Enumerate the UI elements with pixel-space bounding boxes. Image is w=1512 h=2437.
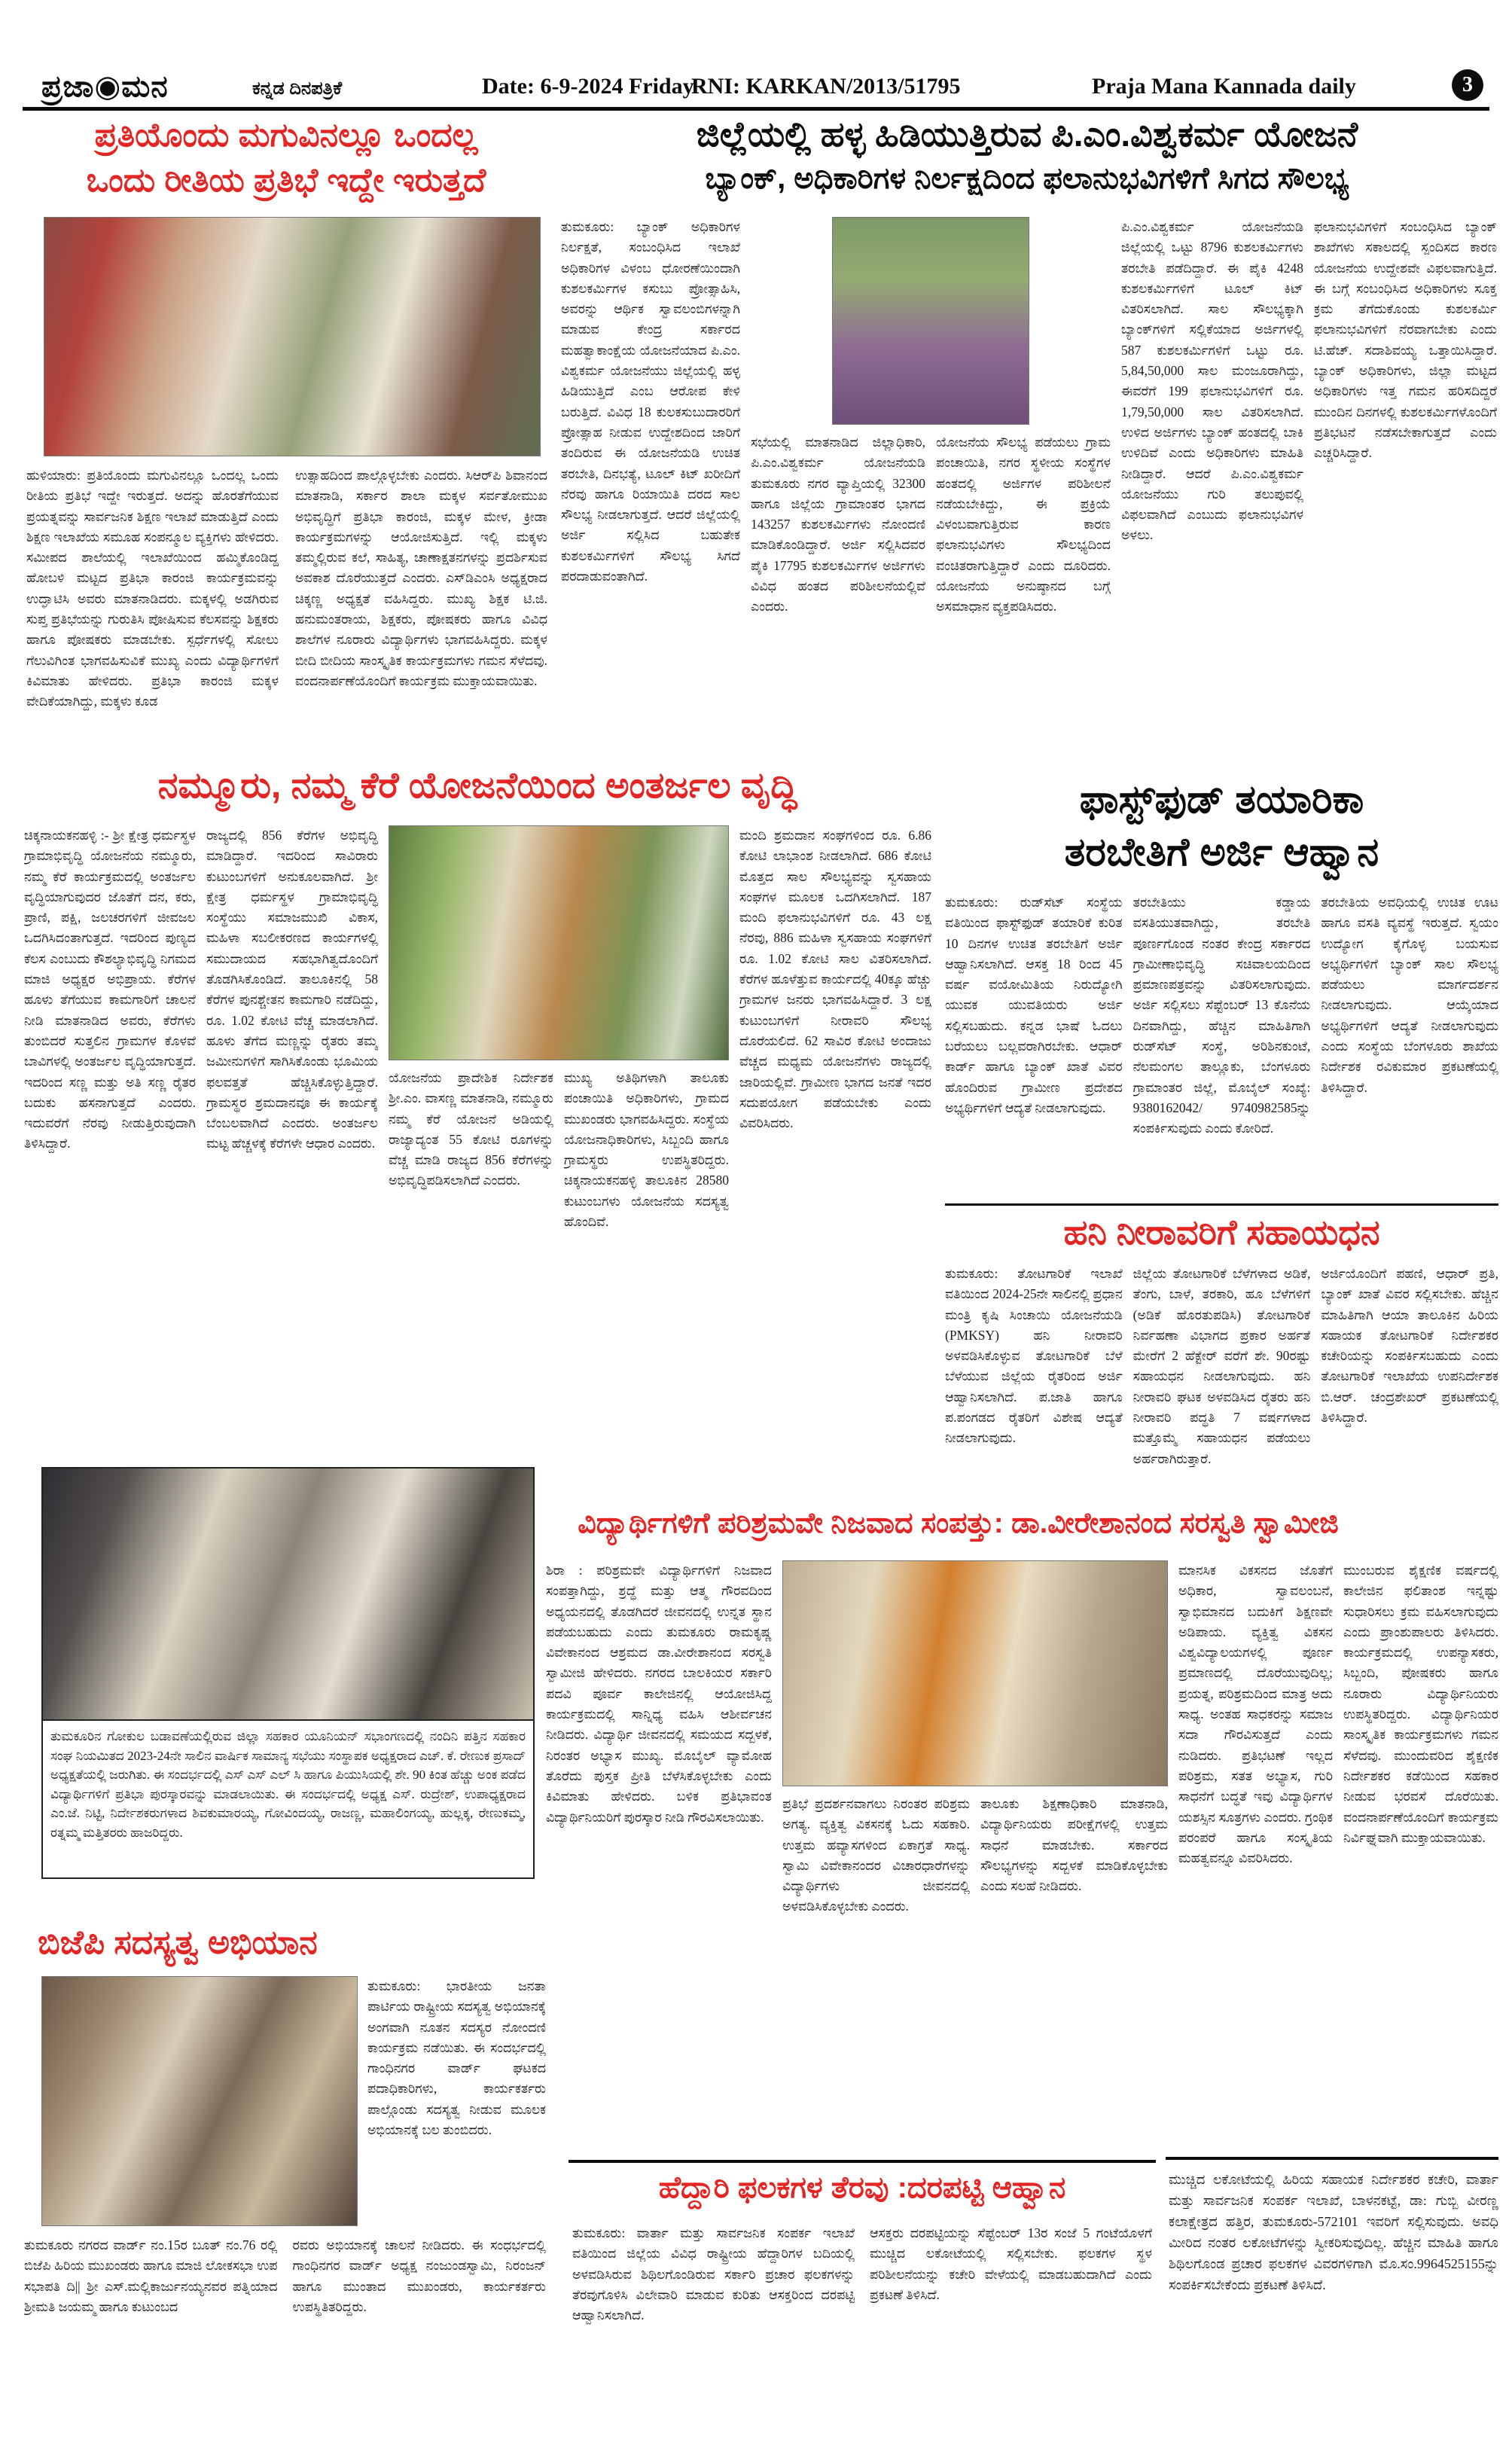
vishwakarma-body [561, 217, 1497, 749]
nandini-photo-caption-box [41, 1467, 535, 1879]
headline-students: ವಿದ್ಯಾರ್ಥಿಗಳಿಗೆ ಪರಿಶ್ರಮವೇ ನಿಜವಾದ ಸಂಪತ್ತು: ಡಾ.ವೀರೇಶಾನಂದ ಸರಸ್ವತಿ ಸ್ವಾಮೀಜಿ [578, 1508, 1339, 1539]
heddari-top-rule [569, 2160, 1156, 2163]
header-date: Date: 6-9-2024 Friday [482, 74, 694, 99]
kere-column-2: ರಾಜ್ಯದಲ್ಲಿ 856 ಕೆರೆಗಳ ಅಭಿವೃದ್ಧಿ ಮಾಡಿದ್ದಾರೆ. ಇದರಿಂದ ಸಾವಿರಾರು ಕುಟುಂಬಗಳಿಗೆ ಅನುಕೂಲವಾಗಿದೆ. ಶ್ರೀ ಕ್ಷೇತ್ರ ಧರ್ಮಸ್ಥಳ ಗ್ರಾಮಾಭಿವೃದ್ಧಿ ಸಂಸ್ಥೆಯು ಸಮಾಜಮುಖಿ ವಿಕಾಸ, ಮಹಿಳಾ ಸಬಲೀಕರಣದ ಕಾರ್ಯಗಳಲ್ಲಿ ಸಮುದಾಯದ ಸಹಭಾಗಿತ್ವದೊಂದಿಗೆ ತೊಡಗಿಸಿಕೊಂಡಿದೆ. ತಾಲೂಕಿನಲ್ಲಿ 58 ಕೆರೆಗಳ ಪುನಶ್ಚೇತನ ಕಾಮಗಾರಿ ನಡೆದಿದ್ದು, ರೂ. 1.02 ಕೋಟಿ ವೆಚ್ಚ ಮಾಡಲಾಗಿದೆ. ಹೂಳು ತೆಗೆದ ಮಣ್ಣನ್ನು ರೈತರು ತಮ್ಮ ಜಮೀನುಗಳಿಗೆ ಸಾಗಿಸಿಕೊಂಡು ಭೂಮಿಯ ಫಲವತ್ತತೆ ಹೆಚ್ಚಿಸಿಕೊಳ್ಳುತ್ತಿದ್ದಾರೆ. ಗ್ರಾಮಸ್ಥರ ಶ್ರಮದಾನವೂ ಈ ಕಾರ್ಯಕ್ಕೆ ಬೆಂಬಲವಾಗಿದೆ ಎಂದರು. ಅಂತರ್ಜಲ ಮಟ್ಟ ಹೆಚ್ಚಳಕ್ಕೆ ಕೆರೆಗಳೇ ಆಧಾರ ಎಂದರು. [206, 828, 378, 1151]
tender-note: ಮುಚ್ಚಿದ ಲಕೋಟೆಯಲ್ಲಿ ಹಿರಿಯ ಸಹಾಯಕ ನಿರ್ದೇಶಕರ ಕಚೇರಿ, ವಾರ್ತಾ ಮತ್ತು ಸಾರ್ವಜನಿಕ ಸಂಪರ್ಕ ಇಲಾಖೆ, ಬಾಳನಕಟ್ಟೆ, ಡಾ: ಗುಬ್ಬಿ ವೀರಣ್ಣ ಕಲಾಕ್ಷೇತ್ರದ ಹತ್ತಿರ, ತುಮಕೂರು-572101 ಇವರಿಗೆ ಸಲ್ಲಿಸುವುದು. ಅವಧಿ ಮೀರಿದ ನಂತರ ಲಕೋಟೆಗಳನ್ನು ಸ್ವೀಕರಿಸುವುದಿಲ್ಲ. ಹೆಚ್ಚಿನ ಮಾಹಿತಿ ಹಾಗೂ ಶಿಥಿಲಗೊಂಡ ಪ್ರಚಾರ ಫಲಕಗಳ ವಿವರಗಳಿಗಾಗಿ ಮೊ.ಸಂ.9964525155ನ್ನು ಸಂಪರ್ಕಿಸಬೇಕೆಂದು ಪ್ರಕಟಣೆ ತಿಳಿಸಿದೆ. [1169, 2172, 1498, 2293]
hani-column-2: ಜಿಲ್ಲೆಯ ತೋಟಗಾರಿಕೆ ಬೆಳೆಗಳಾದ ಅಡಿಕೆ, ತೆಂಗು, ಬಾಳೆ, ತರಕಾರಿ, ಹೂ ಬೆಳೆಗಳಿಗೆ (ಅಡಿಕೆ ಹೊರತುಪಡಿಸಿ) ತೋಟಗಾರಿಕೆ ನಿರ್ವಹಣಾ ವಿಭಾಗದ ಪ್ರಕಾರ ಅರ್ಹತೆ ಮೇರೆಗೆ 2 ಹೆಕ್ಟೇರ್ ವರೆಗೆ ಶೇ. 90ರಷ್ಟು ಸಹಾಯಧನ ನೀಡಲಾಗುವುದು. ಹನಿ ನೀರಾವರಿ ಘಟಕ ಅಳವಡಿಸಿದ ರೈತರು ಹನಿ ನೀರಾವರಿ ಪದ್ಧತಿ 7 ವರ್ಷಗಳಾದ ಮತ್ತೊಮ್ಮೆ ಸಹಾಯಧನ ಪಡೆಯಲು ಅರ್ಹರಾಗಿರುತ್ತಾರೆ. [1132, 1266, 1311, 1466]
hani-body [945, 1264, 1498, 1497]
headline-hani: ಹನಿ ನೀರಾವರಿಗೆ ಸಹಾಯಧನ [1063, 1212, 1380, 1252]
kere-column-3: ಯೋಜನೆಯ ಪ್ರಾದೇಶಿಕ ನಿರ್ದೇಶಕ ಶ್ರೀ.ಎಂ. ವಾಸಣ್ಣ ಮಾತನಾಡಿ, ನಮ್ಮೂರು ನಮ್ಮ ಕೆರೆ ಯೋಜನೆ ಅಡಿಯಲ್ಲಿ ರಾಜ್ಯಾದ್ಯಂತ 55 ಕೋಟಿ ರೂಗಳನ್ನು ವೆಚ್ಚ ಮಾಡಿ ರಾಜ್ಯದ 856 ಕೆರೆಗಳನ್ನು ಅಭಿವೃದ್ಧಿಪಡಿಸಲಾಗಿದೆ ಎಂದರು. [389, 1070, 553, 1188]
headline-pratibha-line2: ಒಂದು ರೀತಿಯ ಪ್ರತಿಭೆ ಇದ್ದೇ ಇರುತ್ತದೆ [86, 162, 486, 199]
bjp-side-column: ತುಮಕೂರು: ಭಾರತೀಯ ಜನತಾ ಪಾರ್ಟಿಯ ರಾಷ್ಟ್ರೀಯ ಸದಸ್ಯತ್ವ ಅಭಿಯಾನಕ್ಕೆ ಅಂಗವಾಗಿ ನೂತನ ಸದಸ್ಯರ ನೋಂದಣಿ ಕಾರ್ಯಕ್ರಮ ನಡೆಯಿತು. ಈ ಸಂದರ್ಭದಲ್ಲಿ ಗಾಂಧಿನಗರ ವಾರ್ಡ್ ಘಟಕದ ಪದಾಧಿಕಾರಿಗಳು, ಕಾರ್ಯಕರ್ತರು ಪಾಲ್ಗೊಂಡು ಸದಸ್ಯತ್ವ ನೀಡುವ ಮೂಲಕ ಅಭಿಯಾನಕ್ಕೆ ಬಲ ತುಂಬಿದರು. [367, 1978, 546, 2138]
fastfood-column-3: ತರಬೇತಿಯ ಅವಧಿಯಲ್ಲಿ ಉಚಿತ ಊಟ ಹಾಗೂ ವಸತಿ ವ್ಯವಸ್ಥೆ ಇರುತ್ತದೆ. ಸ್ವಯಂ ಉದ್ಯೋಗ ಕೈಗೊಳ್ಳ ಬಯಸುವ ಅಭ್ಯರ್ಥಿಗಳಿಗೆ ಬ್ಯಾಂಕ್ ಸಾಲ ಸೌಲಭ್ಯ ಪಡೆಯಲು ಮಾರ್ಗದರ್ಶನ ನೀಡಲಾಗುವುದು. ಆಯ್ಕೆಯಾದ ಅಭ್ಯರ್ಥಿಗಳಿಗೆ ಆದ್ಯತೆ ನೀಡಲಾಗುವುದು ಎಂದು ಸಂಸ್ಥೆಯ ಬೆಂಗಳೂರು ಶಾಖೆಯ ನಿರ್ದೇಶಕ ರವಿಕುಮಾರ ಪ್ರಕಟಣೆಯಲ್ಲಿ ತಿಳಿಸಿದ್ದಾರೆ. [1321, 895, 1499, 1095]
header-rni: RNI: KARKAN/2013/51795 [691, 74, 961, 99]
fastfood-body [945, 892, 1498, 1197]
vishwakarma-column-1: ತುಮಕೂರು: ಬ್ಯಾಂಕ್ ಅಧಿಕಾರಿಗಳ ನಿರ್ಲಕ್ಷತೆ, ಸಂಬಂಧಿಸಿದ ಇಲಾಖೆ ಅಧಿಕಾರಿಗಳ ವಿಳಂಬ ಧೋರಣೆಯಿಂದಾಗಿ ಕುಶಲಕರ್ಮಿಗಳ ಕಸುಬು ಪ್ರೋತ್ಸಾಹಿಸಿ, ಅವರನ್ನು ಆರ್ಥಿಕ ಸ್ವಾವಲಂಬಿಗಳನ್ನಾಗಿ ಮಾಡುವ ಕೇಂದ್ರ ಸರ್ಕಾರದ ಮಹತ್ವಾಕಾಂಕ್ಷೆಯ ಯೋಜನೆಯಾದ ಪಿ.ಎಂ. ವಿಶ್ವಕರ್ಮ ಯೋಜನೆಯು ಜಿಲ್ಲೆಯಲ್ಲಿ ಹಳ್ಳ ಹಿಡಿಯುತ್ತಿದೆ ಎಂಬ ಆರೋಪ ಕೇಳಿ ಬರುತ್ತಿದೆ. ವಿವಿಧ 18 ಕುಲಕಸುಬುದಾರರಿಗೆ ಪ್ರೋತ್ಸಾಹ ನೀಡುವ ಉದ್ದೇಶದಿಂದ ಜಾರಿಗೆ ತಂದಿರುವ ಈ ಯೋಜನೆಯಡಿ ಉಚಿತ ತರಬೇತಿ, ದಿನಭತ್ಯೆ, ಟೂಲ್ ಕಿಟ್ ಖರೀದಿಗೆ ನೆರವು ಹಾಗೂ ರಿಯಾಯಿತಿ ದರದ ಸಾಲ ಸೌಲಭ್ಯ ನೀಡಲಾಗುತ್ತದೆ. ಆದರೆ ಜಿಲ್ಲೆಯಲ್ಲಿ ಅರ್ಜಿ ಸಲ್ಲಿಸಿದ ಬಹುತೇಕ ಕುಶಲಕರ್ಮಿಗಳಿಗೆ ಸೌಲಭ್ಯ ಸಿಗದೆ ಪರದಾಡುವಂತಾಗಿದೆ. [561, 219, 740, 584]
hani-column-1: ತುಮಕೂರು: ತೋಟಗಾರಿಕೆ ಇಲಾಖೆ ವತಿಯಿಂದ 2024-25ನೇ ಸಾಲಿನಲ್ಲಿ ಪ್ರಧಾನ ಮಂತ್ರಿ ಕೃಷಿ ಸಿಂಚಾಯಿ ಯೋಜನೆಯಡಿ (PMKSY) ಹನಿ ನೀರಾವರಿ ಅಳವಡಿಸಿಕೊಳ್ಳುವ ತೋಟಗಾರಿಕೆ ಬೆಳೆ ಬೆಳೆಯುವ ಜಿಲ್ಲೆಯ ರೈತರಿಂದ ಅರ್ಜಿ ಆಹ್ವಾನಿಸಲಾಗಿದೆ. ಪ.ಜಾತಿ ಹಾಗೂ ಪ.ಪಂಗಡದ ರೈತರಿಗೆ ವಿಶೇಷ ಆದ್ಯತೆ ನೀಡಲಾಗುವುದು. [945, 1266, 1123, 1446]
kere-event-photo [389, 825, 729, 1060]
masthead-subtitle: ಕನ್ನಡ ದಿನಪತ್ರಿಕೆ [252, 78, 343, 99]
pratibha-column-2: ಉತ್ಸಾಹದಿಂದ ಪಾಲ್ಗೊಳ್ಳಬೇಕು ಎಂದರು. ಸಿಆರ್‌ಪಿ ಶಿವಾನಂದ ಮಾತನಾಡಿ, ಸರ್ಕಾರ ಶಾಲಾ ಮಕ್ಕಳ ಸರ್ವತೋಮುಖ ಅಭಿವೃದ್ಧಿಗೆ ಪ್ರತಿಭಾ ಕಾರಂಜಿ, ಮಕ್ಕಳ ಮೇಳ, ಕ್ರೀಡಾ ಕಾರ್ಯಕ್ರಮಗಳನ್ನು ಆಯೋಜಿಸುತ್ತಿದೆ. ಇಲ್ಲಿ ಮಕ್ಕಳು ತಮ್ಮಲ್ಲಿರುವ ಕಲೆ, ಸಾಹಿತ್ಯ, ಚಾಣಾಕ್ಷತನಗಳನ್ನು ಪ್ರದರ್ಶಿಸುವ ಅವಕಾಶ ದೊರೆಯುತ್ತದೆ ಎಂದರು. ಎಸ್‌ಡಿಎಂಸಿ ಅಧ್ಯಕ್ಷರಾದ ಚಿಕ್ಕಣ್ಣ ಅಧ್ಯಕ್ಷತೆ ವಹಿಸಿದ್ದರು. ಮುಖ್ಯ ಶಿಕ್ಷಕ ಟಿ.ಜಿ. ಹನುಮಂತರಾಯ, ಶಿಕ್ಷಕರು, ಪೋಷಕರು ಹಾಗೂ ವಿವಿಧ ಶಾಲೆಗಳ ನೂರಾರು ವಿದ್ಯಾರ್ಥಿಗಳು ಭಾಗವಹಿಸಿದ್ದರು. ಮಕ್ಕಳ ಬೀದಿ ಬೀದಿಯ ಸಾಂಸ್ಕೃತಿಕ ಕಾರ್ಯಕ್ರಮಗಳು ಗಮನ ಸೆಳೆದವು. ವಂದನಾರ್ಪಣೆಯೊಂದಿಗೆ ಕಾರ್ಯಕ್ರಮ ಮುಕ್ತಾಯವಾಯಿತು. [295, 468, 547, 688]
vishwakarma-middle [751, 217, 1111, 749]
students-column-2: ಪ್ರತಿಭೆ ಪ್ರದರ್ಶನವಾಗಲು ನಿರಂತರ ಪರಿಶ್ರಮ ಅಗತ್ಯ. ವ್ಯಕ್ತಿತ್ವ ವಿಕಸನಕ್ಕೆ ಓದು ಸಹಕಾರಿ. ಉತ್ತಮ ಹವ್ಯಾಸಗಳಿಂದ ಏಕಾಗ್ರತೆ ಸಾಧ್ಯ. ಸ್ವಾಮಿ ವಿವೇಕಾನಂದರ ವಿಚಾರಧಾರೆಗಳನ್ನು ವಿದ್ಯಾರ್ಥಿಗಳು ಜೀವನದಲ್ಲಿ ಅಳವಡಿಸಿಕೊಳ್ಳಬೇಕು ಎಂದರು. [782, 1796, 970, 1914]
hani-column-3: ಅರ್ಜಿಯೊಂದಿಗೆ ಪಹಣಿ, ಆಧಾರ್ ಪ್ರತಿ, ಬ್ಯಾಂಕ್ ಖಾತೆ ವಿವರ ಸಲ್ಲಿಸಬೇಕು. ಹೆಚ್ಚಿನ ಮಾಹಿತಿಗಾಗಿ ಆಯಾ ತಾಲೂಕಿನ ಹಿರಿಯ ಸಹಾಯಕ ತೋಟಗಾರಿಕೆ ನಿರ್ದೇಶಕರ ಕಚೇರಿಯನ್ನು ಸಂಪರ್ಕಿಸಬಹುದು ಎಂದು ತೋಟಗಾರಿಕೆ ಇಲಾಖೆಯ ಉಪನಿರ್ದೇಶಕ ಬಿ.ಆರ್. ಚಂದ್ರಶೇಖರ್ ಪ್ರಕಟಣೆಯಲ್ಲಿ ತಿಳಿಸಿದ್ದಾರೆ. [1321, 1266, 1499, 1426]
header-rule [23, 107, 1489, 111]
kere-column-4: ಮುಖ್ಯ ಅತಿಥಿಗಳಾಗಿ ತಾಲೂಕು ಪಂಚಾಯಿತಿ ಅಧಿಕಾರಿಗಳು, ಗ್ರಾಮದ ಮುಖಂಡರು ಭಾಗವಹಿಸಿದ್ದರು. ಸಂಸ್ಥೆಯ ಯೋಜನಾಧಿಕಾರಿಗಳು, ಸಿಬ್ಬಂದಿ ಹಾಗೂ ಗ್ರಾಮಸ್ಥರು ಉಪಸ್ಥಿತರಿದ್ದರು. ಚಿಕ್ಕನಾಯಕನಹಳ್ಳಿ ತಾಲೂಕಿನ 28580 ಕುಟುಂಬಗಳು ಯೋಜನೆಯ ಸದಸ್ಯತ್ವ ಹೊಂದಿವೆ. [564, 1070, 729, 1230]
tender-top-rule [1166, 2157, 1498, 2160]
headline-bjp: ಬಿಜೆಪಿ ಸದಸ್ಯತ್ವ ಅಭಿಯಾನ [38, 1924, 318, 1961]
heddari-column-2: ಆಸಕ್ತರು ದರಪಟ್ಟಿಯನ್ನು ಸೆಪ್ಟೆಂಬರ್ 13ರ ಸಂಜೆ 5 ಗಂಟೆಯೊಳಗೆ ಮುಚ್ಚಿದ ಲಕೋಟೆಯಲ್ಲಿ ಸಲ್ಲಿಸಬೇಕು. ಫಲಕಗಳ ಸ್ಥಳ ಪರಿಶೀಲನೆಯನ್ನು ಕಚೇರಿ ವೇಳೆಯಲ್ಲಿ ಮಾಡಬಹುದಾಗಿದೆ ಎಂದು ಪ್ರಕಟಣೆ ತಿಳಿಸಿದೆ. [870, 2225, 1152, 2302]
pratibha-body [26, 465, 547, 750]
students-column-3: ತಾಲೂಕು ಶಿಕ್ಷಣಾಧಿಕಾರಿ ಮಾತನಾಡಿ, ವಿದ್ಯಾರ್ಥಿನಿಯರು ಪರೀಕ್ಷೆಗಳಲ್ಲಿ ಉತ್ತಮ ಸಾಧನೆ ಮಾಡಬೇಕು. ಸರ್ಕಾರದ ಸೌಲಭ್ಯಗಳನ್ನು ಸದ್ಬಳಕೆ ಮಾಡಿಕೊಳ್ಳಬೇಕು ಎಂದು ಸಲಹೆ ನೀಡಿದರು. [980, 1796, 1168, 1894]
kere-middle [389, 825, 729, 1459]
headline-heddari: ಹೆದ್ದಾರಿ ಫಲಕಗಳ ತೆರವು :ದರಪಟ್ಟಿ ಆಹ್ವಾನ [658, 2171, 1066, 2204]
headline-fastfood-line1: ಫಾಸ್ಟ್‌ಫುಡ್ ತಯಾರಿಕಾ [1079, 778, 1364, 822]
bjp-column-2: ರವರು ಅಭಿಯಾನಕ್ಕೆ ಚಾಲನೆ ನೀಡಿದರು. ಈ ಸಂಧರ್ಭದಲ್ಲಿ ಗಾಂಧಿನಗರ ವಾರ್ಡ್ ಅಧ್ಯಕ್ಷ ನಂಜುಂಡಸ್ವಾಮಿ, ನಿರಂಜನ್ ಹಾಗೂ ಮುಂತಾದ ಮುಖಂಡರು, ಕಾರ್ಯಕರ್ತರು ಉಪಸ್ಥಿತಿತರಿದ್ದರು. [292, 2237, 546, 2314]
students-lamp-lighting-photo [782, 1560, 1168, 1786]
headline-vishwakarma-line2: ಬ್ಯಾಂಕ್, ಅಧಿಕಾರಿಗಳ ನಿರ್ಲಕ್ಷದಿಂದ ಫಲಾನುಭವಿಗಳಿಗೆ ಸಿಗದ ಸೌಲಭ್ಯ [705, 162, 1349, 195]
fastfood-column-1: ತುಮಕೂರು: ರುಡ್‌ಸೆಟ್ ಸಂಸ್ಥೆಯ ವತಿಯಿಂದ ಫಾಸ್ಟ್‌ಫುಡ್ ತಯಾರಿಕೆ ಕುರಿತ 10 ದಿನಗಳ ಉಚಿತ ತರಬೇತಿಗೆ ಅರ್ಜಿ ಆಹ್ವಾನಿಸಲಾಗಿದೆ. ಆಸಕ್ತ 18 ರಿಂದ 45 ವರ್ಷ ವಯೋಮಿತಿಯ ನಿರುದ್ಯೋಗಿ ಯುವಕ ಯುವತಿಯರು ಅರ್ಜಿ ಸಲ್ಲಿಸಬಹುದು. ಕನ್ನಡ ಭಾಷೆ ಓದಲು ಬರೆಯಲು ಬಲ್ಲವರಾಗಿರಬೇಕು. ಆಧಾರ್ ಕಾರ್ಡ್ ಹಾಗೂ ಬ್ಯಾಂಕ್ ಖಾತೆ ವಿವರ ಹೊಂದಿರುವ ಗ್ರಾಮೀಣ ಪ್ರದೇಶದ ಅಭ್ಯರ್ಥಿಗಳಿಗೆ ಆದ್ಯತೆ ನೀಡಲಾಗುವುದು. [945, 895, 1123, 1115]
masthead-logo: ಪ್ರಜಾ◉ಮನ [41, 70, 169, 103]
vishwakarma-column-3: ಯೋಜನೆಯ ಸೌಲಭ್ಯ ಪಡೆಯಲು ಗ್ರಾಮ ಪಂಚಾಯಿತಿ, ನಗರ ಸ್ಥಳೀಯ ಸಂಸ್ಥೆಗಳ ಹಂತದಲ್ಲಿ ಅರ್ಜಿಗಳ ಪರಿಶೀಲನೆ ನಡೆಯಬೇಕಿದ್ದು, ಈ ಪ್ರಕ್ರಿಯೆ ವಿಳಂಬವಾಗುತ್ತಿರುವ ಕಾರಣ ಫಲಾನುಭವಿಗಳು ಸೌಲಭ್ಯದಿಂದ ವಂಚಿತರಾಗುತ್ತಿದ್ದಾರೆ ಎಂದು ದೂರಿದರು. ಯೋಜನೆಯ ಅನುಷ್ಠಾನದ ಬಗ್ಗೆ ಅಸಮಾಧಾನ ವ್ಯಕ್ತಪಡಿಸಿದರು. [936, 435, 1111, 615]
students-column-1: ಶಿರಾ : ಪರಿಶ್ರಮವೇ ವಿದ್ಯಾರ್ಥಿಗಳಿಗೆ ನಿಜವಾದ ಸಂಪತ್ತಾಗಿದ್ದು, ಶ್ರದ್ಧೆ ಮತ್ತು ಆತ್ಮ ಗೌರವದಿಂದ ಅಧ್ಯಯನದಲ್ಲಿ ತೊಡಗಿದರೆ ಜೀವನದಲ್ಲಿ ಉನ್ನತ ಸ್ಥಾನ ಪಡೆಯಬಹುದು ಎಂದು ತುಮಕೂರು ರಾಮಕೃಷ್ಣ ವಿವೇಕಾನಂದ ಆಶ್ರಮದ ಡಾ.ವೀರೇಶಾನಂದ ಸರಸ್ವತಿ ಸ್ವಾಮೀಜಿ ಹೇಳಿದರು. ನಗರದ ಬಾಲಕಿಯರ ಸರ್ಕಾರಿ ಪದವಿ ಪೂರ್ವ ಕಾಲೇಜಿನಲ್ಲಿ ಆಯೋಜಿಸಿದ್ದ ಕಾರ್ಯಕ್ರಮದಲ್ಲಿ ಸಾನ್ನಿಧ್ಯ ವಹಿಸಿ ಆಶೀರ್ವಚನ ನೀಡಿದರು. ವಿದ್ಯಾರ್ಥಿ ಜೀವನದಲ್ಲಿ ಸಮಯದ ಸದ್ಬಳಕೆ, ನಿರಂತರ ಅಭ್ಯಾಸ ಮುಖ್ಯ. ಮೊಬೈಲ್ ವ್ಯಾಮೋಹ ತೊರೆದು ಪುಸ್ತಕ ಪ್ರೀತಿ ಬೆಳೆಸಿಕೊಳ್ಳಬೇಕು ಎಂದು ಕಿವಿಮಾತು ಹೇಳಿದರು. ಬಳಿಕ ಪ್ರತಿಭಾವಂತ ವಿದ್ಯಾರ್ಥಿನಿಯರಿಗೆ ಪುರಸ್ಕಾರ ನೀಡಿ ಗೌರವಿಸಲಾಯಿತು. [546, 1563, 772, 1825]
headline-fastfood-line2: ತರಬೇತಿಗೆ ಅರ್ಜಿ ಆಹ್ವಾನ [1064, 831, 1379, 874]
pratibha-event-photo [44, 217, 541, 456]
headline-pratibha-line1: ಪ್ರತಿಯೊಂದು ಮಗುವಿನಲ್ಲೂ ಒಂದಲ್ಲ [94, 117, 478, 154]
nandini-caption: ತುಮಕೂರಿನ ಗೋಕುಲ ಬಡಾವಣೆಯಲ್ಲಿರುವ ಜಿಲ್ಲಾ ಸಹಕಾರ ಯೂನಿಯನ್ ಸಭಾಂಗಣದಲ್ಲಿ ನಂದಿನಿ ಪತ್ತಿನ ಸಹಕಾರ ಸಂಘ ನಿಯಮಿತದ 2023-24ನೇ ಸಾಲಿನ ವಾರ್ಷಿಕ ಸಾಮಾನ್ಯ ಸಭೆಯು ಸಂಸ್ಥಾಪಕ ಅಧ್ಯಕ್ಷರಾದ ಎಚ್. ಕೆ. ರೇಣುಕ ಪ್ರಸಾದ್ ಅಧ್ಯಕ್ಷತೆಯಲ್ಲಿ ಜರುಗಿತು. ಈ ಸಂದರ್ಭದಲ್ಲಿ ಎಸ್ ಎಸ್ ಎಲ್ ಸಿ ಹಾಗೂ ಪಿಯುಸಿಯಲ್ಲಿ ಶೇ. 90 ಕಿಂತ ಹೆಚ್ಚು ಅಂಕ ಪಡೆದ ವಿದ್ಯಾರ್ಥಿಗಳಿಗೆ ಪ್ರತಿಭಾ ಪುರಸ್ಕಾರವನ್ನು ಮಾಡಲಾಯಿತು. ಈ ಸಂದರ್ಭದಲ್ಲಿ ಅಧ್ಯಕ್ಷ ಎಸ್. ರುದ್ರೇಶ್, ಉಪಾಧ್ಯಕ್ಷರಾದ ಎಂ.ಜೆ. ನಿಟ್ಟಿ, ನಿರ್ದೇಶಕರುಗಳಾದ ಶಿವಕುಮಾರಯ್ಯ, ಗೋವಿಂದಯ್ಯ, ರಾಜಣ್ಣ, ಮಹಾಲಿಂಗಯ್ಯ, ಹುಲ್ಲಕ್ಕ, ರೇಣುಕಮ್ಮ, ರತ್ನಮ್ಮ ಮತ್ತಿತರರು ಹಾಜರಿದ್ದರು. [50, 1729, 526, 1840]
headline-kere: ನಮ್ಮೂರು, ನಮ್ಮ ಕೆರೆ ಯೋಜನೆಯಿಂದ ಅಂತರ್ಜಲ ವೃದ್ಧಿ [157, 766, 797, 806]
students-column-4: ಮಾನಸಿಕ ವಿಕಸನದ ಜೊತೆಗೆ ಅಧಿಕಾರ, ಸ್ವಾವಲಂಬನೆ, ಸ್ವಾಭಿಮಾನದ ಬದುಕಿಗೆ ಶಿಕ್ಷಣವೇ ಅಡಿಪಾಯ. ವ್ಯಕ್ತಿತ್ವ ವಿಕಸನ ವಿಶ್ವವಿದ್ಯಾಲಯಗಳಲ್ಲಿ ಪೂರ್ಣ ಪ್ರಮಾಣದಲ್ಲಿ ದೊರೆಯುವುದಿಲ್ಲ; ಪ್ರಯತ್ನ, ಪರಿಶ್ರಮದಿಂದ ಮಾತ್ರ ಅದು ಸಾಧ್ಯ. ಅಂತಹ ಸಾಧಕರನ್ನು ಸಮಾಜ ಸದಾ ಗೌರವಿಸುತ್ತದೆ ಎಂದು ನುಡಿದರು. ಪ್ರತಿಭಟಣೆ ಇಲ್ಲದ ಪರಿಶ್ರಮ, ಸತತ ಅಭ್ಯಾಸ, ಗುರಿ ಸಾಧನೆಗೆ ಬದ್ಧತೆ ಇವು ವಿದ್ಯಾರ್ಥಿಗಳ ಯಶಸ್ಸಿನ ಸೂತ್ರಗಳು ಎಂದರು. ಗ್ರಂಥಿಕ ಪರಂಪರೆ ಹಾಗೂ ಸಂಸ್ಕೃತಿಯ ಮಹತ್ವವನ್ನೂ ವಿವರಿಸಿದರು. [1178, 1563, 1333, 1866]
vishwakarma-column-2: ಸಭೆಯಲ್ಲಿ ಮಾತನಾಡಿದ ಜಿಲ್ಲಾಧಿಕಾರಿ, ಪಿ.ಎಂ.ವಿಶ್ವಕರ್ಮ ಯೋಜನೆಯಡಿ ತುಮಕೂರು ನಗರ ವ್ಯಾಪ್ತಿಯಲ್ಲಿ 32300 ಹಾಗೂ ಜಿಲ್ಲೆಯ ಗ್ರಾಮಾಂತರ ಭಾಗದ 143257 ಕುಶಲಕರ್ಮಿಗಳು ನೋಂದಣಿ ಮಾಡಿಕೊಂಡಿದ್ದಾರೆ. ಅರ್ಜಿ ಸಲ್ಲಿಸಿದವರ ಪೈಕಿ 17795 ಕುಶಲಕರ್ಮಿಗಳ ಅರ್ಜಿಗಳು ವಿವಿಧ ಹಂತದ ಪರಿಶೀಲನೆಯಲ್ಲಿವೆ ಎಂದರು. [751, 435, 925, 615]
kere-column-1: ಚಿಕ್ಕನಾಯಕನಹಳ್ಳಿ :- ಶ್ರೀ ಕ್ಷೇತ್ರ ಧರ್ಮಸ್ಥಳ ಗ್ರಾಮಾಭಿವೃದ್ಧಿ ಯೋಜನೆಯ ನಮ್ಮೂರು, ನಮ್ಮ ಕೆರೆ ಕಾರ್ಯಕ್ರಮದಲ್ಲಿ ಅಂತರ್ಜಲ ವೃದ್ಧಿಯಾಗುವುದರ ಜೊತೆಗೆ ದನ, ಕರು, ಪ್ರಾಣಿ, ಪಕ್ಷಿ, ಜಲಚರಗಳಿಗೆ ಜೀವಜಲ ಒದಗಿಸಿದಂತಾಗುತ್ತದೆ. ಇದರಿಂದ ಪುಣ್ಯದ ಕೆಲಸ ಎಂಬುದು ಕೌಶಲ್ಯಾಭಿವೃದ್ಧಿ ನಿಗಮದ ಮಾಜಿ ಅಧ್ಯಕ್ಷರ ಅಭಿಪ್ರಾಯ. ಕೆರೆಗಳ ಹೂಳು ತೆಗೆಯುವ ಕಾಮಗಾರಿಗೆ ಚಾಲನೆ ನೀಡಿ ಮಾತನಾಡಿದ ಅವರು, ಕೆರೆಗಳು ತುಂಬಿದರೆ ಸುತ್ತಲಿನ ಗ್ರಾಮಗಳ ಕೊಳವೆ ಬಾವಿಗಳಲ್ಲಿ ಅಂತರ್ಜಲ ವೃದ್ಧಿಯಾಗುತ್ತದೆ. ಇದರಿಂದ ಸಣ್ಣ ಮತ್ತು ಅತಿ ಸಣ್ಣ ರೈತರ ಬದುಕು ಹಸನಾಗುತ್ತದೆ ಎಂದರು. ಇದುವರೆಗೆ ನೆರವು ನೀಡುತ್ತಿರುವುದಾಗಿ ತಿಳಿಸಿದ್ದಾರೆ. [24, 828, 196, 1151]
students-body [546, 1560, 1498, 2158]
fastfood-column-2: ತರಬೇತಿಯು ಕಡ್ಡಾಯ ವಸತಿಯುತವಾಗಿದ್ದು, ತರಬೇತಿ ಪೂರ್ಣಗೊಂಡ ನಂತರ ಕೇಂದ್ರ ಸರ್ಕಾರದ ಗ್ರಾಮೀಣಾಭಿವೃದ್ಧಿ ಸಚಿವಾಲಯದಿಂದ ಪ್ರಮಾಣಪತ್ರವನ್ನು ವಿತರಿಸಲಾಗುವುದು. ಅರ್ಜಿ ಸಲ್ಲಿಸಲು ಸೆಪ್ಟೆಂಬರ್ 13 ಕೊನೆಯ ದಿನವಾಗಿದ್ದು, ಹೆಚ್ಚಿನ ಮಾಹಿತಿಗಾಗಿ ರುಡ್‌ಸೆಟ್ ಸಂಸ್ಥೆ, ಅರಿಶಿನಕುಂಟೆ, ನೆಲಮಂಗಲ ತಾಲ್ಲೂಕು, ಬೆಂಗಳೂರು ಗ್ರಾಮಾಂತರ ಜಿಲ್ಲೆ, ಮೊಬೈಲ್ ಸಂಖ್ಯೆ: 9380162042/ 9740982585ನ್ನು ಸಂಪರ್ಕಿಸುವುದು ಎಂದು ಕೋರಿದೆ. [1132, 895, 1311, 1136]
vishwakarma-portrait-photo [832, 217, 1029, 425]
students-middle-columns [782, 1794, 1168, 2158]
hani-top-rule [945, 1203, 1498, 1206]
headline-vishwakarma-line1: ಜಿಲ್ಲೆಯಲ್ಲಿ ಹಳ್ಳ ಹಿಡಿಯುತ್ತಿರುವ ಪಿ.ಎಂ.ವಿಶ್ವಕರ್ಮ ಯೋಜನೆ [696, 114, 1358, 154]
bjp-body [24, 2235, 546, 2432]
bjp-column-1: ತುಮಕೂರು ನಗರದ ವಾರ್ಡ್ ನಂ.15ರ ಬೂತ್ ನಂ.76 ರಲ್ಲಿ ಬಿಜೆಪಿ ಹಿರಿಯ ಮುಖಂಡರು ಹಾಗೂ ಮಾಜಿ ಲೋಕಸಭಾ ಉಪ ಸಭಾಪತಿ ದಿ|| ಶ್ರೀ ಎಸ್.ಮಲ್ಲಿಕಾರ್ಜುನಯ್ಯನವರ ಪತ್ನಿಯಾದ ಶ್ರೀಮತಿ ಜಯಮ್ಮ ಹಾಗೂ ಕುಟುಂಬದ [24, 2237, 278, 2314]
page-number-badge: 3 [1452, 69, 1483, 101]
header-title-english: Praja Mana Kannada daily [1092, 74, 1356, 99]
bjp-membership-photo [41, 1976, 358, 2226]
vishwakarma-middle-columns [751, 432, 1111, 749]
kere-column-5: ಮಂದಿ ಶ್ರಮದಾನ ಸಂಘಗಳಿಂದ ರೂ. 6.86 ಕೋಟಿ ಲಾಭಾಂಶ ನೀಡಲಾಗಿದೆ. 686 ಕೋಟಿ ಮೊತ್ತದ ಸಾಲ ಸೌಲಭ್ಯವನ್ನು ಸ್ವಸಹಾಯ ಸಂಘಗಳ ಮೂಲಕ ಒದಗಿಸಲಾಗಿದೆ. 187 ಮಂದಿ ಫಲಾನುಭವಿಗಳಿಗೆ ರೂ. 43 ಲಕ್ಷ ನೆರವು, 886 ಮಹಿಳಾ ಸ್ವಸಹಾಯ ಸಂಘಗಳಿಗೆ ರೂ. 1.02 ಕೋಟಿ ಸಾಲ ವಿತರಿಸಲಾಗಿದೆ. ಕೆರೆಗಳ ಹೂಳೆತ್ತುವ ಕಾರ್ಯದಲ್ಲಿ 40ಕ್ಕೂ ಹೆಚ್ಚು ಗ್ರಾಮಗಳ ಜನರು ಭಾಗವಹಿಸಿದ್ದಾರೆ. 3 ಲಕ್ಷ ಕುಟುಂಬಗಳಿಗೆ ನೀರಾವರಿ ಸೌಲಭ್ಯ ದೊರೆಯಲಿದೆ. 62 ಸಾವಿರ ಕೋಟಿ ಅಂದಾಜು ವೆಚ್ಚದ ಮಧ್ಯಮ ಯೋಜನೆಗಳು ರಾಜ್ಯದಲ್ಲಿ ಜಾರಿಯಲ್ಲಿವೆ. ಗ್ರಾಮೀಣ ಭಾಗದ ಜನತೆ ಇದರ ಸದುಪಯೋಗ ಪಡೆಯಬೇಕು ಎಂದು ವಿವರಿಸಿದರು. [739, 828, 931, 1131]
vishwakarma-column-4: ಪಿ.ಎಂ.ವಿಶ್ವಕರ್ಮ ಯೋಜನೆಯಡಿ ಜಿಲ್ಲೆಯಲ್ಲಿ ಒಟ್ಟು 8796 ಕುಶಲಕರ್ಮಿಗಳು ತರಬೇತಿ ಪಡೆದಿದ್ದಾರೆ. ಈ ಪೈಕಿ 4248 ಕುಶಲಕರ್ಮಿಗಳಿಗೆ ಟೂಲ್ ಕಿಟ್ ವಿತರಿಸಲಾಗಿದೆ. ಸಾಲ ಸೌಲಭ್ಯಕ್ಕಾಗಿ ಬ್ಯಾಂಕ್‌ಗಳಿಗೆ ಸಲ್ಲಿಕೆಯಾದ ಅರ್ಜಿಗಳಲ್ಲಿ 587 ಕುಶಲಕರ್ಮಿಗಳಿಗೆ ಒಟ್ಟು ರೂ. 5,84,50,000 ಸಾಲ ಮಂಜೂರಾಗಿದ್ದು, ಈವರೆಗೆ 199 ಫಲಾನುಭವಿಗಳಿಗೆ ರೂ. 1,79,50,000 ಸಾಲ ವಿತರಿಸಲಾಗಿದೆ. ಉಳಿದ ಅರ್ಜಿಗಳು ಬ್ಯಾಂಕ್ ಹಂತದಲ್ಲಿ ಬಾಕಿ ಉಳಿದಿವೆ ಎಂದು ಅಧಿಕಾರಿಗಳು ಮಾಹಿತಿ ನೀಡಿದ್ದಾರೆ. ಆದರೆ ಪಿ.ಎಂ.ವಿಶ್ವಕರ್ಮ ಯೋಜನೆಯು ಗುರಿ ತಲುಪುವಲ್ಲಿ ವಿಫಲವಾಗಿದೆ ಎಂಬುದು ಫಲಾನುಭವಿಗಳ ಅಳಲು. [1121, 219, 1303, 543]
heddari-column-1: ತುಮಕೂರು: ವಾರ್ತಾ ಮತ್ತು ಸಾರ್ವಜನಿಕ ಸಂಪರ್ಕ ಇಲಾಖೆ ವತಿಯಿಂದ ಜಿಲ್ಲೆಯ ವಿವಿಧ ರಾಷ್ಟ್ರೀಯ ಹೆದ್ದಾರಿಗಳ ಬದಿಯಲ್ಲಿ ಅಳವಡಿಸಿರುವ ಶಿಥಿಲಗೊಂಡಿರುವ ಸರ್ಕಾರಿ ಪ್ರಚಾರ ಫಲಕಗಳನ್ನು ತೆರವುಗೊಳಿಸಿ ವಿಲೇವಾರಿ ಮಾಡುವ ಕುರಿತು ಆಸಕ್ತರಿಂದ ದರಪಟ್ಟಿ ಆಹ್ವಾನಿಸಲಾಗಿದೆ. [572, 2225, 855, 2323]
kere-middle-columns [389, 1068, 729, 1459]
nandini-group-photo [43, 1469, 533, 1721]
pratibha-column-1: ಹುಳಿಯಾರು: ಪ್ರತಿಯೊಂದು ಮಗುವಿನಲ್ಲೂ ಒಂದಲ್ಲ ಒಂದು ರೀತಿಯ ಪ್ರತಿಭೆ ಇದ್ದೇ ಇರುತ್ತದೆ. ಅದನ್ನು ಹೊರತೆಗೆಯುವ ಪ್ರಯತ್ನವನ್ನು ಸಾರ್ವಜನಿಕ ಶಿಕ್ಷಣ ಇಲಾಖೆ ಮಾಡುತ್ತಿದೆ ಎಂದು ಶಿಕ್ಷಣ ಇಲಾಖೆಯ ಸಮೂಹ ಸಂಪನ್ಮೂಲ ವ್ಯಕ್ತಿಗಳು ಹೇಳಿದರು. ಸಮೀಪದ ಶಾಲೆಯಲ್ಲಿ ಇಲಾಖೆಯಿಂದ ಹಮ್ಮಿಕೊಂಡಿದ್ದ ಹೋಬಳಿ ಮಟ್ಟದ ಪ್ರತಿಭಾ ಕಾರಂಜಿ ಕಾರ್ಯಕ್ರಮವನ್ನು ಉದ್ಘಾಟಿಸಿ ಅವರು ಮಾತನಾಡಿದರು. ಮಕ್ಕಳಲ್ಲಿ ಅಡಗಿರುವ ಸುಪ್ತ ಪ್ರತಿಭೆಯನ್ನು ಗುರುತಿಸಿ ಪೋಷಿಸುವ ಕೆಲಸವನ್ನು ಶಿಕ್ಷಕರು ಹಾಗೂ ಪೋಷಕರು ಮಾಡಬೇಕು. ಸ್ಪರ್ಧೆಗಳಲ್ಲಿ ಸೋಲು ಗೆಲುವಿಗಿಂತ ಭಾಗವಹಿಸುವಿಕೆ ಮುಖ್ಯ ಎಂದು ವಿದ್ಯಾರ್ಥಿಗಳಿಗೆ ಕಿವಿಮಾತು ಹೇಳಿದರು. ಪ್ರತಿಭಾ ಕಾರಂಜಿ ಮಕ್ಕಳ ವೇದಿಕೆಯಾಗಿದ್ದು, ಮಕ್ಕಳು ಕೂಡ [26, 468, 279, 709]
heddari-body [572, 2223, 1152, 2432]
kere-body [24, 825, 931, 1459]
vishwakarma-column-5: ಫಲಾನುಭವಿಗಳಿಗೆ ಸಂಬಂಧಿಸಿದ ಬ್ಯಾಂಕ್ ಶಾಖೆಗಳು ಸಕಾಲದಲ್ಲಿ ಸ್ಪಂದಿಸದ ಕಾರಣ ಯೋಜನೆಯ ಉದ್ದೇಶವೇ ವಿಫಲವಾಗುತ್ತಿದೆ. ಈ ಬಗ್ಗೆ ಸಂಬಂಧಿಸಿದ ಅಧಿಕಾರಿಗಳು ಸೂಕ್ತ ಕ್ರಮ ತೆಗೆದುಕೊಂಡು ಕುಶಲಕರ್ಮಿ ಫಲಾನುಭವಿಗಳಿಗೆ ನೆರವಾಗಬೇಕು ಎಂದು ಟಿ.ಹೆಚ್. ಸದಾಶಿವಯ್ಯ ಒತ್ತಾಯಿಸಿದ್ದಾರೆ. ಬ್ಯಾಂಕ್ ಅಧಿಕಾರಿಗಳು, ಜಿಲ್ಲಾ ಮಟ್ಟದ ಅಧಿಕಾರಿಗಳು ಇತ್ತ ಗಮನ ಹರಿಸದಿದ್ದರೆ ಮುಂದಿನ ದಿನಗಳಲ್ಲಿ ಕುಶಲಕರ್ಮಿಗಳೊಂದಿಗೆ ಪ್ರತಿಭಟನೆ ನಡೆಸಬೇಕಾಗುತ್ತದೆ ಎಂದು ಎಚ್ಚರಿಸಿದ್ದಾರೆ. [1314, 219, 1497, 461]
students-middle [782, 1560, 1168, 2158]
students-column-5: ಮುಂಬರುವ ಶೈಕ್ಷಣಿಕ ವರ್ಷದಲ್ಲಿ ಕಾಲೇಜಿನ ಫಲಿತಾಂಶ ಇನ್ನಷ್ಟು ಸುಧಾರಿಸಲು ಕ್ರಮ ವಹಿಸಲಾಗುವುದು ಎಂದು ಪ್ರಾಂಶುಪಾಲರು ತಿಳಿಸಿದರು. ಕಾರ್ಯಕ್ರಮದಲ್ಲಿ ಉಪನ್ಯಾಸಕರು, ಸಿಬ್ಬಂದಿ, ಪೋಷಕರು ಹಾಗೂ ನೂರಾರು ವಿದ್ಯಾರ್ಥಿನಿಯರು ಉಪಸ್ಥಿತರಿದ್ದರು. ವಿದ್ಯಾರ್ಥಿನಿಯರ ಸಾಂಸ್ಕೃತಿಕ ಕಾರ್ಯಕ್ರಮಗಳು ಗಮನ ಸೆಳೆದವು. ಮುಂದುವರಿದ ಶೈಕ್ಷಣಿಕ ನಿರ್ದೇಶಕರ ಕಡೆಯಿಂದ ಸಹಕಾರ ನೀಡುವ ಭರವಸೆ ದೊರೆಯಿತು. ವಂದನಾರ್ಪಣೆಯೊಂದಿಗೆ ಕಾರ್ಯಕ್ರಮ ನಿರ್ವಿಘ್ನವಾಗಿ ಮುಕ್ತಾಯವಾಯಿತು. [1343, 1563, 1498, 1845]
